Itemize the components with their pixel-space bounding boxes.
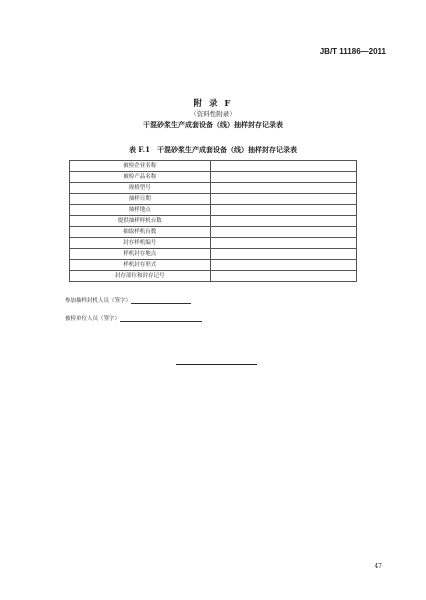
row-value xyxy=(210,271,356,282)
appendix-subtitle: 干混砂浆生产成套设备（线）抽样封存记录表 xyxy=(143,120,283,129)
table-row xyxy=(70,183,357,194)
appendix-title: 附 录 F xyxy=(193,99,233,109)
table-row xyxy=(70,194,357,205)
row-label: 抽样日期 xyxy=(70,194,211,205)
row-label: 样机封存地点 xyxy=(70,249,211,260)
row-label: 被检产品名称 xyxy=(70,172,211,183)
row-label: 抽样地点 xyxy=(70,205,211,216)
appendix-note: （资料性附录） xyxy=(190,110,236,118)
sampler-signature-blank xyxy=(131,296,191,304)
row-value xyxy=(210,183,356,194)
table-row xyxy=(70,260,357,271)
table-row xyxy=(70,249,357,260)
standard-number: JB/T 11186—2011 xyxy=(319,47,386,56)
sampler-signature-label: 参加抽样封机人员（签字） xyxy=(65,298,132,304)
table-row xyxy=(70,216,357,227)
row-value xyxy=(210,216,356,227)
sampler-signature-line xyxy=(65,296,191,304)
inspected-unit-signature-label: 被检单位人员（签字） xyxy=(65,316,121,322)
row-label: 样机封存形式 xyxy=(70,260,211,271)
inspected-unit-signature-line xyxy=(65,314,202,322)
table-row xyxy=(70,161,357,172)
row-value xyxy=(210,161,356,172)
row-label: 规格型号 xyxy=(70,183,211,194)
table-row xyxy=(70,271,357,282)
row-value xyxy=(210,194,356,205)
row-value xyxy=(210,260,356,271)
sampling-record-table xyxy=(69,160,357,282)
end-of-document-rule xyxy=(176,364,257,365)
row-label: 抽取样机台数 xyxy=(70,227,211,238)
row-value xyxy=(210,227,356,238)
page-number: 47 xyxy=(374,563,382,570)
row-label: 被检企业名称 xyxy=(70,161,211,172)
row-label: 封存部位和封存记号 xyxy=(70,271,211,282)
table-row xyxy=(70,227,357,238)
table-row xyxy=(70,205,357,216)
row-label: 封存样机编号 xyxy=(70,238,211,249)
row-value xyxy=(210,205,356,216)
inspected-unit-signature-blank xyxy=(120,314,202,322)
row-label: 提供抽样样机台数 xyxy=(70,216,211,227)
table-row xyxy=(70,172,357,183)
table-row xyxy=(70,238,357,249)
table-caption: 表 F.1 干混砂浆生产成套设备（线）抽样封存记录表 xyxy=(128,145,297,154)
row-value xyxy=(210,238,356,249)
row-value xyxy=(210,249,356,260)
row-value xyxy=(210,172,356,183)
